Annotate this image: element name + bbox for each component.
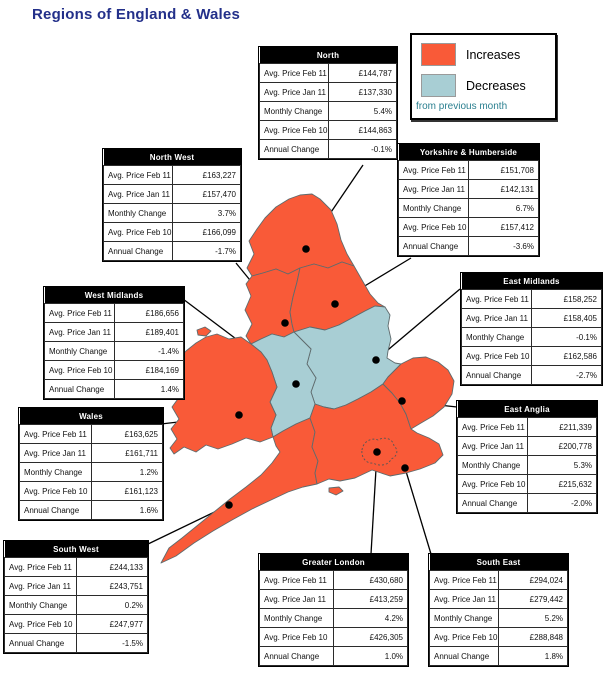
legend-increase-label: Increases (466, 47, 521, 62)
row-label: Annual Change (5, 634, 77, 653)
north-table (258, 46, 398, 160)
row-value: 1.4% (114, 380, 184, 399)
legend-decrease-label: Decreases (466, 78, 526, 93)
row-value: £426,305 (334, 628, 408, 647)
row-label: Avg. Price Jan 11 (104, 185, 173, 204)
region-table-title: North West (104, 149, 241, 166)
legend-increases-row (421, 43, 555, 66)
row-value: -0.1% (328, 140, 397, 159)
row-label: Annual Change (399, 237, 469, 256)
region-table (19, 408, 163, 520)
row-value: £163,227 (172, 166, 241, 185)
region-table (103, 149, 241, 261)
table-row (45, 323, 184, 342)
table-row (260, 83, 397, 102)
legend-note: from previous month (416, 101, 508, 112)
row-label: Avg. Price Feb 11 (458, 418, 528, 437)
yorkshire-humberside-table (397, 143, 540, 257)
row-label: Avg. Price Feb 10 (260, 121, 329, 140)
row-value: £288,848 (499, 628, 568, 647)
table-row (458, 475, 597, 494)
row-value: 0.2% (76, 596, 148, 615)
row-value: 4.2% (334, 609, 408, 628)
row-value: £151,708 (469, 161, 539, 180)
row-label: Avg. Price Feb 11 (45, 304, 115, 323)
row-value: £161,711 (91, 444, 163, 463)
row-value: £279,442 (499, 590, 568, 609)
row-value: 1.8% (499, 647, 568, 666)
region-table-title: East Midlands (462, 273, 602, 290)
marker-south-west (225, 501, 233, 509)
row-label: Annual Change (462, 366, 532, 385)
marker-east-anglia (398, 397, 406, 405)
row-label: Annual Change (458, 494, 528, 513)
region-table (44, 287, 184, 399)
table-row (399, 218, 539, 237)
region-table (461, 273, 602, 385)
row-label: Avg. Price Feb 10 (462, 347, 532, 366)
row-value: £243,751 (76, 577, 148, 596)
row-label: Monthly Change (430, 609, 499, 628)
region-table (4, 541, 148, 653)
row-value: -1.5% (76, 634, 148, 653)
row-label: Avg. Price Feb 10 (458, 475, 528, 494)
table-row (458, 437, 597, 456)
row-label: Avg. Price Jan 11 (458, 437, 528, 456)
row-label: Avg. Price Jan 11 (5, 577, 77, 596)
table-row (45, 342, 184, 361)
legend-increase-swatch (421, 43, 456, 66)
page-title: Regions of England & Wales (32, 6, 240, 23)
row-label: Annual Change (260, 647, 334, 666)
row-value: £413,259 (334, 590, 408, 609)
region-table (429, 554, 568, 666)
table-row (430, 590, 568, 609)
row-value: £157,470 (172, 185, 241, 204)
table-row (462, 290, 602, 309)
map-region-wales (170, 334, 277, 454)
row-value: £144,787 (328, 64, 397, 83)
table-row (462, 347, 602, 366)
row-value: 1.0% (334, 647, 408, 666)
table-row (5, 577, 148, 596)
marker-south-east (401, 464, 409, 472)
map-island-anglesey (197, 327, 211, 336)
row-label: Avg. Price Feb 11 (462, 290, 532, 309)
table-row (430, 628, 568, 647)
table-row (104, 166, 241, 185)
row-value: £161,123 (91, 482, 163, 501)
row-value: £430,680 (334, 571, 408, 590)
table-row (260, 64, 397, 83)
table-row (260, 590, 408, 609)
row-label: Monthly Change (260, 102, 329, 121)
east-midlands-table (460, 272, 603, 386)
region-table-title: Greater London (260, 554, 408, 571)
row-value: £163,625 (91, 425, 163, 444)
row-value: £158,252 (532, 290, 602, 309)
row-label: Avg. Price Feb 10 (399, 218, 469, 237)
row-label: Avg. Price Feb 10 (260, 628, 334, 647)
east-anglia-table (456, 400, 598, 514)
table-row (5, 558, 148, 577)
table-row (5, 596, 148, 615)
table-row (260, 609, 408, 628)
row-value: £244,133 (76, 558, 148, 577)
row-value: £215,632 (527, 475, 597, 494)
row-value: £189,401 (114, 323, 184, 342)
marker-north-west (281, 319, 289, 327)
table-row (462, 366, 602, 385)
row-value: -3.6% (469, 237, 539, 256)
table-row (104, 242, 241, 261)
row-label: Avg. Price Feb 10 (430, 628, 499, 647)
row-label: Avg. Price Jan 11 (260, 590, 334, 609)
table-row (260, 647, 408, 666)
marker-wales (235, 411, 243, 419)
row-label: Avg. Price Feb 10 (20, 482, 92, 501)
row-label: Monthly Change (5, 596, 77, 615)
region-table-title: South West (5, 541, 148, 558)
table-row (399, 180, 539, 199)
row-label: Annual Change (45, 380, 115, 399)
table-row (20, 501, 163, 520)
row-value: 5.2% (499, 609, 568, 628)
table-row (458, 418, 597, 437)
row-value: £186,656 (114, 304, 184, 323)
table-row (399, 199, 539, 218)
table-row (430, 647, 568, 666)
row-label: Avg. Price Feb 11 (20, 425, 92, 444)
row-value: -1.7% (172, 242, 241, 261)
row-value: 1.6% (91, 501, 163, 520)
wales-table (18, 407, 164, 521)
region-table (259, 47, 397, 159)
table-row (104, 223, 241, 242)
row-value: 3.7% (172, 204, 241, 223)
row-label: Avg. Price Jan 11 (462, 309, 532, 328)
row-value: 5.4% (328, 102, 397, 121)
row-label: Avg. Price Feb 10 (104, 223, 173, 242)
region-table (398, 144, 539, 256)
marker-north (302, 245, 310, 253)
table-row (20, 482, 163, 501)
row-label: Monthly Change (20, 463, 92, 482)
row-value: -2.0% (527, 494, 597, 513)
table-row (458, 456, 597, 475)
row-label: Avg. Price Jan 11 (20, 444, 92, 463)
region-table-title: South East (430, 554, 568, 571)
table-row (104, 204, 241, 223)
row-value: £162,586 (532, 347, 602, 366)
row-label: Annual Change (20, 501, 92, 520)
row-label: Avg. Price Feb 11 (399, 161, 469, 180)
region-table (259, 554, 408, 666)
table-row (5, 615, 148, 634)
row-label: Monthly Change (260, 609, 334, 628)
row-label: Monthly Change (462, 328, 532, 347)
row-value: £157,412 (469, 218, 539, 237)
region-table-title: North (260, 47, 397, 64)
row-value: -1.4% (114, 342, 184, 361)
row-label: Annual Change (430, 647, 499, 666)
row-label: Monthly Change (104, 204, 173, 223)
row-label: Avg. Price Jan 11 (430, 590, 499, 609)
row-value: 5.3% (527, 456, 597, 475)
row-value: £184,169 (114, 361, 184, 380)
region-table (457, 401, 597, 513)
row-label: Annual Change (104, 242, 173, 261)
row-label: Monthly Change (45, 342, 115, 361)
legend (410, 33, 557, 120)
south-west-table (3, 540, 149, 654)
region-table-title: West Midlands (45, 287, 184, 304)
row-label: Avg. Price Jan 11 (45, 323, 115, 342)
marker-west-midlands (292, 380, 300, 388)
row-value: £144,863 (328, 121, 397, 140)
row-value: -0.1% (532, 328, 602, 347)
table-row (399, 161, 539, 180)
row-value: -2.7% (532, 366, 602, 385)
row-value: £247,977 (76, 615, 148, 634)
row-label: Avg. Price Feb 11 (260, 571, 334, 590)
table-row (399, 237, 539, 256)
marker-yorkshire (331, 300, 339, 308)
connector-south-east (405, 468, 431, 554)
table-row (5, 634, 148, 653)
table-row (458, 494, 597, 513)
south-east-table (428, 553, 569, 667)
legend-decreases-row (421, 74, 555, 97)
row-label: Avg. Price Jan 11 (399, 180, 469, 199)
row-label: Avg. Price Feb 11 (5, 558, 77, 577)
table-row (260, 140, 397, 159)
north-west-table (102, 148, 242, 262)
row-label: Monthly Change (399, 199, 469, 218)
row-value: £211,339 (527, 418, 597, 437)
region-table-title: Wales (20, 408, 163, 425)
row-value: 6.7% (469, 199, 539, 218)
table-row (104, 185, 241, 204)
row-value: 1.2% (91, 463, 163, 482)
table-row (462, 328, 602, 347)
row-label: Monthly Change (458, 456, 528, 475)
table-row (45, 380, 184, 399)
legend-decrease-swatch (421, 74, 456, 97)
table-row (430, 609, 568, 628)
table-row (20, 425, 163, 444)
marker-east-midlands (372, 356, 380, 364)
greater-london-table (258, 553, 409, 667)
row-label: Avg. Price Feb 10 (5, 615, 77, 634)
region-table-title: Yorkshire & Humberside (399, 144, 539, 161)
table-row (260, 102, 397, 121)
table-row (260, 121, 397, 140)
table-row (20, 444, 163, 463)
row-label: Avg. Price Feb 10 (45, 361, 115, 380)
region-table-title: East Anglia (458, 401, 597, 418)
table-row (20, 463, 163, 482)
row-value: £137,330 (328, 83, 397, 102)
row-label: Annual Change (260, 140, 329, 159)
row-value: £294,024 (499, 571, 568, 590)
row-value: £158,405 (532, 309, 602, 328)
row-label: Avg. Price Feb 11 (104, 166, 173, 185)
row-value: £200,778 (527, 437, 597, 456)
table-row (260, 571, 408, 590)
table-row (45, 304, 184, 323)
row-label: Avg. Price Feb 11 (260, 64, 329, 83)
table-row (430, 571, 568, 590)
map-island-isle-of-wight (329, 487, 343, 495)
marker-greater-london (373, 448, 381, 456)
row-label: Avg. Price Jan 11 (260, 83, 329, 102)
table-row (45, 361, 184, 380)
table-row (260, 628, 408, 647)
row-value: £142,131 (469, 180, 539, 199)
west-midlands-table (43, 286, 185, 400)
row-label: Avg. Price Feb 11 (430, 571, 499, 590)
table-row (462, 309, 602, 328)
row-value: £166,099 (172, 223, 241, 242)
